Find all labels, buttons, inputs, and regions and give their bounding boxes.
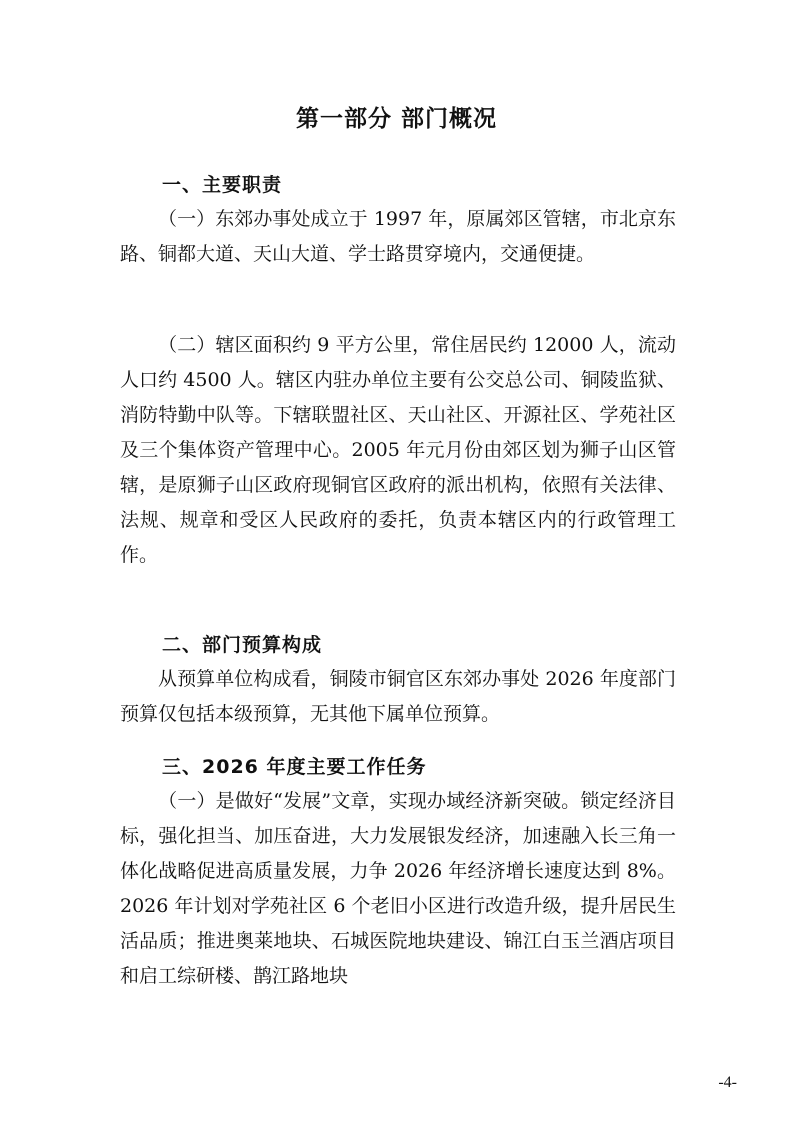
page-number: -4- xyxy=(718,1074,737,1091)
paragraph-establishment xyxy=(120,202,676,272)
section-heading-main-duties: 一、主要职责 xyxy=(162,174,283,196)
paragraph-jurisdiction xyxy=(120,328,676,573)
paragraph-development-text: （一）是做好“发展”文章，实现办域经济新突破。锁定经济目标，强化担当、加压奋进，大力发展银发经济，加速融入长三角一体化战略促进高质量发展，力争 2026 年经济增长速度达到 8%。2026 年计划对学苑社区 6 个老旧小区进行改造升级，提升居民生活品质；推进奥莱地块、石城医院地块建设、锦江白玉兰酒店项目和启工综研楼、鹊江路地块 xyxy=(120,790,676,987)
paragraph-budget-composition-text: 从预算单位构成看，铜陵市铜官区东郊办事处 2026 年度部门预算仅包括本级预算，无其他下属单位预算。 xyxy=(120,668,676,725)
section-heading-main-tasks: 三、2026 年度主要工作任务 xyxy=(162,756,427,778)
page-title: 第一部分 部门概况 xyxy=(295,106,497,132)
paragraph-establishment-text: （一）东郊办事处成立于 1997 年，原属郊区管辖，市北京东路、铜都大道、天山大道、学士路贯穿境内，交通便捷。 xyxy=(120,208,676,265)
paragraph-budget-composition xyxy=(120,662,676,732)
paragraph-jurisdiction-text: （二）辖区面积约 9 平方公里，常住居民约 12000 人，流动人口约 4500 人。辖区内驻办单位主要有公交总公司、铜陵监狱、消防特勤中队等。下辖联盟社区、天山社区、开源社区、学苑社区及三个集体资产管理中心。2005 年元月份由郊区划为狮子山区管辖，是原狮子山区政府现铜官区政府的派出机构，依照有关法律、法规、规章和受区人民政府的委托，负责本辖区内的行政管理工作。 xyxy=(120,334,676,566)
section-heading-budget-composition: 二、部门预算构成 xyxy=(162,634,323,656)
paragraph-development xyxy=(120,784,676,994)
